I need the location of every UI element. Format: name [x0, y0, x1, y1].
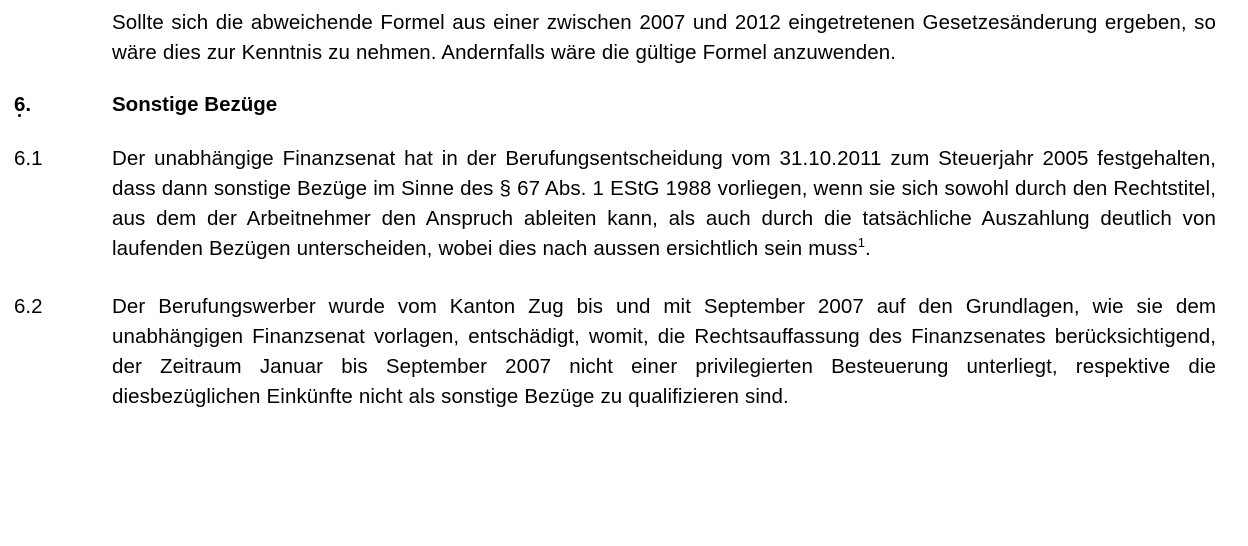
- heading-block: [0, 90, 1248, 120]
- section-number-6-2: 6.2: [14, 295, 43, 318]
- footnote-marker: 1: [857, 235, 866, 251]
- section-paragraph-6-1: [112, 144, 1216, 264]
- intro-block: [0, 0, 1248, 68]
- heading-body: [112, 90, 1248, 120]
- section-paragraph-6-2: Der Berufungswerber wurde vom Kanton Zug bis und mit September 2007 auf den Grundlagen, wie sie dem unabhängigen Finanzsenat vorlagen, entschädigt, womit, die Rechtsauffassung des Finanzsenates berücksichtigend, der Zeitraum Januar bis September 2007 nicht einer privilegierten Besteuerung unterliegt, respektive die diesbezüglichen Einkünfte nicht als sonstige Bezüge zu qualifizieren sind.: [112, 295, 1216, 408]
- section-block-6-2: [0, 292, 1248, 412]
- section-body-6-2: [112, 292, 1248, 412]
- intro-body: [112, 8, 1248, 68]
- section-heading-title: Sonstige Bezüge: [112, 93, 278, 116]
- section-text-6-1: Der unabhängige Finanzsenat hat in der Berufungsentscheidung vom 31.10.2011 zum Steuerjahr 2005 festgehalten, dass dann sonstige Bezüge im Sinne des § 67 Abs. 1 EStG 1988 vorliegen, wenn sie sich sowohl durch den Rechtstitel, aus dem der Arbeitnehmer den Anspruch ableiten kann, als auch durch die tatsächliche Auszahlung deutlich von laufenden Bezügen unterscheiden, wobei dies nach aussen ersichtlich sein muss: [112, 147, 1216, 260]
- section-number-6-1: 6.1: [14, 147, 43, 170]
- section-text-6-1-end: .: [865, 237, 871, 260]
- heading-number: 6.: [14, 93, 32, 116]
- section-block-6-1: [0, 144, 1248, 264]
- intro-paragraph: Sollte sich die abweichende Formel aus einer zwischen 2007 und 2012 eingetretenen Gesetzesänderung ergeben, so wäre dies zur Kenntnis zu nehmen. Andernfalls wäre die gültige Formel anzuwenden.: [112, 11, 1216, 64]
- section-body-6-1: [112, 144, 1248, 264]
